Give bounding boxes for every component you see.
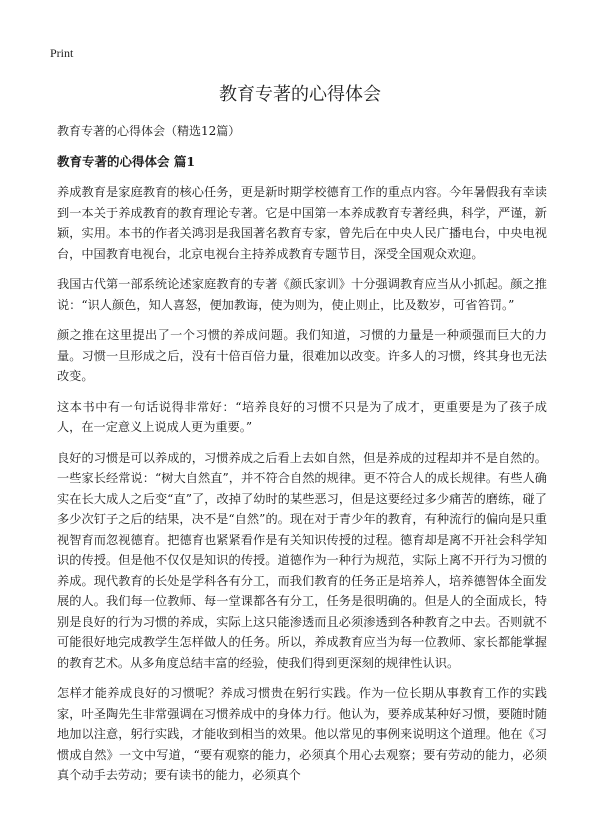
article-body bbox=[57, 182, 547, 796]
paragraph: 良好的习惯是可以养成的，习惯养成之后看上去如自然，但是养成的过程却并不是自然的。一些家长经常说：“树大自然直”，并不符合自然的规律。更不符合人的成长规律。有些人确实在长大成人之后变“直”了，改掉了幼时的某些恶习，但是这要经过多少痛苦的磨练，碰了多少次钉子之后的结果，决不是“自然”的。现在对于青少年的教育，有种流行的偏向是只重视智育而忽视德育。把德育也紧紧看作是有关知识传授的过程。德育却是离不开社会科学知识的传授。但是他不仅仅是知识的传授。道德作为一种行为规范，实际上离不开行为习惯的养成。现代教育的长处是学科各有分工，而我们教育的任务正是培养人，培养德智体全面发展的人。我们每一位教师、每一堂课都各有分工，任务是很明确的。但是人的全面成长，特别是良好的行为习惯的养成，实际上这只能渗透而且必须渗透到各种教育之中去。否则就不可能很好地完成教学生怎样做人的任务。所以，养成教育应当为每一位教师、家长都能掌握的教育艺术。从多角度总结丰富的经验，使我们得到更深刻的规律性认识。 bbox=[57, 450, 547, 670]
print-link[interactable]: Print bbox=[50, 46, 74, 60]
section-heading: 教育专著的心得体会 篇1 bbox=[57, 154, 196, 169]
paragraph: 怎样才能养成良好的习惯呢？养成习惯贵在躬行实践。作为一位长期从事教育工作的实践家，叶圣陶先生非常强调在习惯养成中的身体力行。他认为，要养成某种好习惯，要随时随地加以注意，躬行实践，才能收到相当的效果。他以常见的事例来说明这个道理。他在《习惯成自然》一文中写道，“要有观察的能力，必须真个用心去观察；要有劳动的能力，必须真个动手去劳动；要有读书的能力，必须真个 bbox=[57, 686, 547, 782]
paragraph: 这本书中有一句话说得非常好：“培养良好的习惯不只是为了成才，更重要是为了孩子成人，在一定意义上说成人更为重要。” bbox=[57, 399, 547, 434]
paragraph: 颜之推在这里提出了一个习惯的养成问题。我们知道，习惯的力量是一种顽强而巨大的力量。习惯一旦形成之后，没有十倍百倍力量，很难加以改变。许多人的习惯，终其身也无法改变。 bbox=[57, 328, 547, 383]
page-title: 教育专著的心得体会 bbox=[219, 84, 381, 105]
document-subtitle: 教育专著的心得体会（精选12篇） bbox=[57, 124, 241, 138]
paragraph: 我国古代第一部系统论述家庭教育的专著《颜氏家训》十分强调教育应当从小抓起。颜之推说：“识人颜色，知人喜怒，便加教诲，使为则为，使止则止，比及数岁，可省笞罚。” bbox=[57, 277, 547, 312]
paragraph: 养成教育是家庭教育的核心任务，更是新时期学校德育工作的重点内容。今年暑假我有幸读到一本关于养成教育的教育理论专著。它是中国第一本养成教育专著经典，科学，严谨，新颖，实用。本书的作者关鸿羽是我国著名教育专家，曾先后在中央人民广播电台，中央电视台，中国教育电视台，北京电视台主持养成教育专题节目，深受全国观众欢迎。 bbox=[57, 185, 547, 261]
